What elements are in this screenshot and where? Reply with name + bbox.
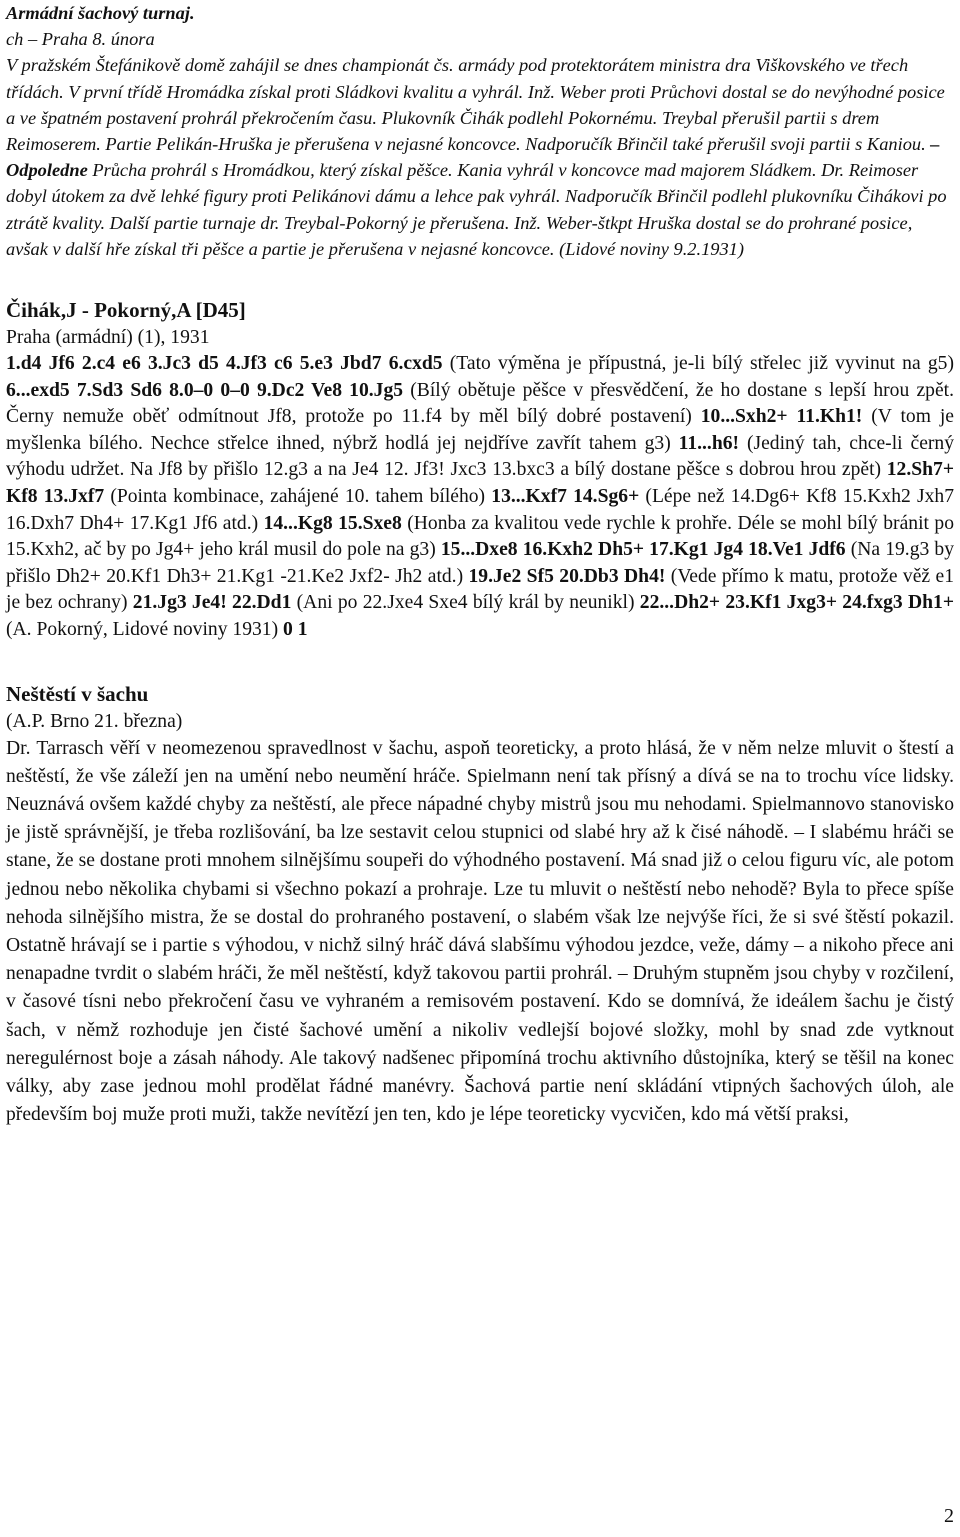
document-page [6,0,954,1129]
game-move-run: 0 1 [283,618,308,640]
game-title: Čihák,J - Pokorný,A [D45] [6,298,246,323]
article-text-run: třídě Hromádka získal proti Sládkovi kvalitu a vyhrál. Inž. Weber proti Průchovi dostal se do nevýhodné posice a ve špatném postavení prohrál překročením času. Plukovník Čihák podlehl Pokornému. Treybal přerušil partii s drem Reimoserem. Partie Pelikán-Hruška je přerušena v nejasné koncovce. Nadporučík Břinčil také přerušil svoji partii s Kaniou. [6,81,945,155]
game-moves [6,351,954,644]
game-move-run: (Tato výměna je přípustná, je-li bílý střelec již vyvinut na g5) [442,353,954,375]
game-move-run: (Lépe než 14.Dg6+ Kf8 15.Kxh2 Jxh7 16.Dxh7 Dh4+ 17.Kg1 Jf6 atd.) [6,486,955,534]
essay-source: (A.P. Brno 21. března) [6,710,183,732]
game-move-run: 15...Dxe8 16.Kxh2 Dh5+ 17.Kg1 Jg4 18.Ve1 Jdf6 [440,539,846,561]
article-source: (Lidové noviny 9.2.1931) [559,238,744,259]
article-dateline: ch – Praha 8. února [6,29,155,50]
game-move-run: (V tom je myšlenka bílého. Nechce střelce ihned, nýbrž hodlá jej nejdříve zavřít tahem g3) [6,406,954,454]
game-move-run: 1.d4 Jf6 2.c4 e6 3.Jc3 d5 4.Jf3 c6 5.e3 Jbd7 6.cxd5 [6,353,443,375]
game-move-run: 6...exd5 7.Sd3 Sd6 8.0–0 0–0 9.Dc2 Ve8 10.Jg5 [6,379,404,401]
article [6,0,954,262]
essay-title: Neštěstí v šachu [6,681,149,706]
game-move-run: 22...Dh2+ 23.Kf1 Jxg3+ 24.fxg3 Dh1+ [639,592,954,614]
game-move-run: 11...h6! [678,432,740,454]
page-number: 2 [944,1505,954,1527]
article-body [6,55,947,258]
game-move-run: 14...Kg8 15.Sxe8 [263,512,402,534]
article-text-run: Průcha prohrál s Hromádkou, který získal pěšce. Kania vyhrál v koncovce mad majorem Sládkem. Dr. Reimoser dobyl útokem za dvě lehké figury proti Pelikánovi dámu a lehce pak vyhrál. Nadporučík Břinčil podlehl plukovníku Čihákovi po ztrátě kvality. Další partie turnaje dr. Treybal-Pokorný je přerušena. Inž. Weber-štkpt Hruška dostal se do prohrané posice, avšak v další hře získal tři pěšce a partie je přerušena v nejasné koncovce. [6,160,947,259]
article-text-run: V první [68,81,123,102]
game-move-run: (A. Pokorný, Lidové noviny 1931) [6,618,284,640]
game-event: Praha (armádní) (1), 1931 [6,327,210,349]
game-move-run: 21.Jg3 Je4! 22.Dd1 [132,592,292,614]
article-heading: Armádní šachový turnaj. [6,3,195,23]
game-move-run: 13...Kxf7 14.Sg6+ [491,486,640,507]
article-text-run: – Odpoledne [6,134,940,181]
game-move-run: 10...Sxh2+ 11.Kh1! [700,406,863,428]
game-move-run: (Bílý obětuje pěšce v přesvědčení, že ho dostane s lepší hrou zpět. Černy nemuže oběť odmítnout Jf8, protože po 11.f4 by měl bílý dobré postavení) [6,379,954,428]
game-move-run: (Na 19.g3 by přišlo Dh2+ 20.Kf1 Dh3+ 21.Kg1 -21.Ke2 Jxf2- Jh2 atd.) [6,539,954,587]
game-move-run: 19.Je2 Sf5 20.Db3 Dh4! [468,565,666,587]
game-move-run: (Honba za kvalitou vede rychle k prohře. Déle se mohl bílý bránit po 15.Kxh2, ač by po Jg4+ jeho král musil do pole na g3) [6,512,954,561]
game-move-run: (Pointa kombinace, zahájené 10. tahem bílého) [104,486,492,507]
essay-body: Dr. Tarrasch věří v neomezenou spravedlnost v šachu, aspoň teoreticky, a proto hlásá, že v něm nelze mluvit o štestí a neštěstí, že vše záleží jen na umění nebo neumění hráče. Spielmann není tak přísný a dívá se na to trochu více lidsky. Neuznává ovšem každé chyby za neštěstí, ale přece nápadné chyby mistrů jsou mu nehodami. Spielmannovo stanovisko je jistě správnější, je třeba rozlišování, ba lze sestavit celou stupnici od slabé hry až k čisé náhodě. – I slabému hráči se stane, že se dostane proti mnohem silnějšímu soupeři do výhodného postavení. Má snad již o celou figuru víc, ale potom jednou nebo několika chybami si všechno pokazí a prohraje. Lze tu mluvit o neštěstí nebo nehodě? Byla to přece spíše nehoda silnějšího mistra, že se dostal do prohraného postavení, o slabém však lze nejvýše říci, že si své štěstí pokazil. Ostatně hrávají se i partie s výhodou, v nichž silný hráč dává slabšímu výhodou jezdce, veže, dámy – a nikoho přece ani nenapadne tvrdit o slabém hráči, že měl neštěstí, když takovou partii prohrál. – Druhým stupněm jsou chyby v rozčilení, v časové tísni nebo překročení času ve vyhraném a remisovém postavení. Kdo se domnívá, že ideálem šachu je čistý šach, v němž rozhoduje jen čisté šachové umění a nikoliv vedlejší bojové složky, mohl by snad zde vytknout neregulérnost boje a zásah náhody. Ale takový nadšenec připomíná trochu aktivního důstojníka, který se těšil na konec války, aby zase jednou mohl prodělat řádné manévry. Šachová partie není skládání vtipných šachových úloh, ale především boj muže proti muži, takže nevítězí jen ten, kdo je lépe teoreticky vycvičen, kdo má větší praksi, [6,737,954,1126]
game-move-run: (Ani po 22.Jxe4 Sxe4 bílý král by neunikl) [291,592,640,614]
game-move-run: (Jediný tah, chce-li černý výhodu udržet. Na Jf8 by přišlo 12.g3 a na Je4 12. Jf3! Jxc3 13.bxc3 a bílý dostane pěšce s dobrou hrou zpět) [6,432,955,481]
game-move-run: (Vede přímo k matu, protože věž e1 je bez ochrany) [6,565,954,614]
game-move-run: 12.Sh7+ Kf8 13.Jxf7 [6,459,954,507]
article-text-run: V pražském Štefánikově domě zahájil se dnes championát čs. armády pod protektorátem ministra dra Viškovského ve třech třídách. [6,55,909,102]
